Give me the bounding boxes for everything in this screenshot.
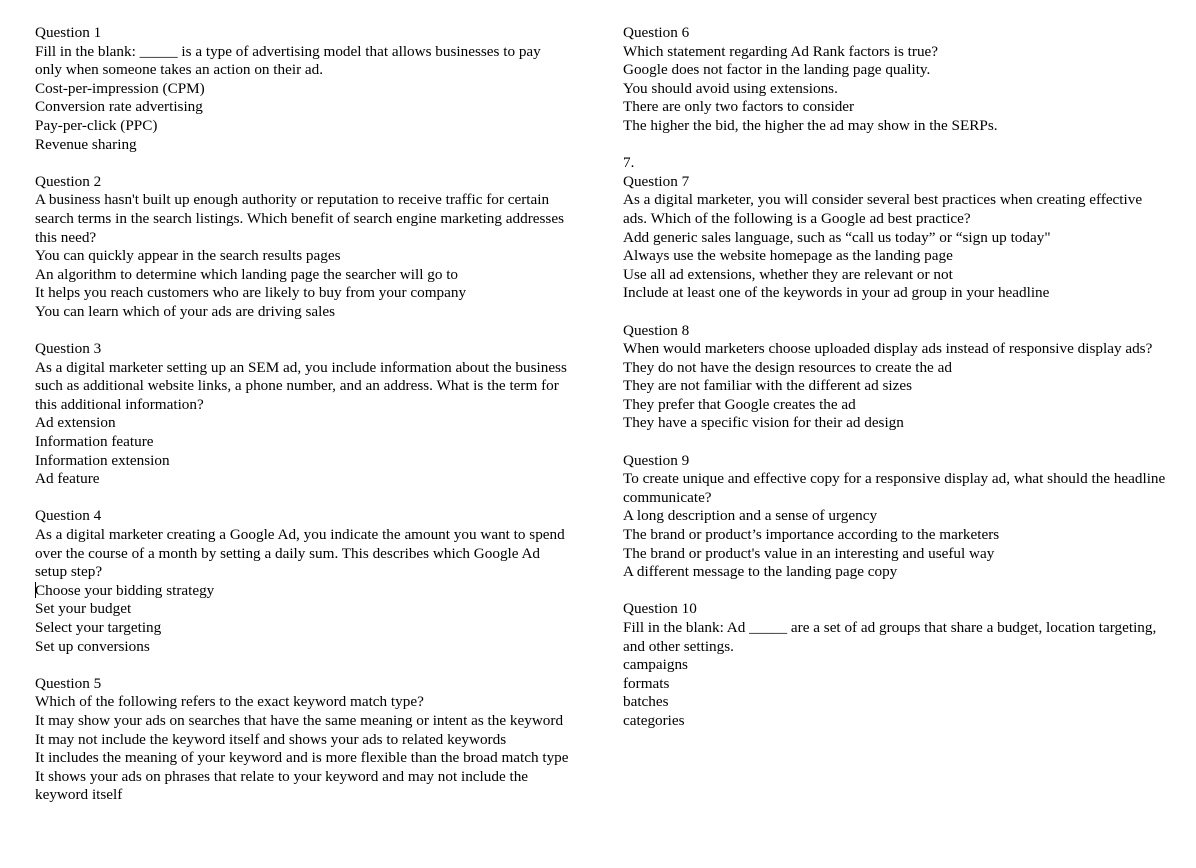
question-title: Question 2 xyxy=(35,172,102,190)
answer-option[interactable]: campaigns xyxy=(623,656,688,674)
question-prompt: As a digital marketer setting up an SEM ad, you include information about the business such as additional website links, a phone number, and an address. What is the term for this additional information? xyxy=(35,358,567,413)
answer-option[interactable]: It helps you reach customers who are likely to buy from your company xyxy=(35,284,467,302)
answer-option-with-caret[interactable] xyxy=(35,582,570,601)
question-4 xyxy=(35,507,570,656)
question-prompt: A business hasn't built up enough authority or reputation to receive traffic for certain search terms in the search listings. Which benefit of search engine marketing addresses this need? xyxy=(35,191,564,246)
answer-option[interactable]: They are not familiar with the different ad sizes xyxy=(623,377,913,395)
answer-option[interactable]: Ad extension xyxy=(35,414,116,432)
question-prompt: Fill in the blank: _____ is a type of advertising model that allows businesses to pay only when someone takes an action on their ad. xyxy=(35,42,541,79)
answer-option[interactable]: It may show your ads on searches that have the same meaning or intent as the keyword xyxy=(35,711,564,729)
answer-option[interactable]: Include at least one of the keywords in your ad group in your headline xyxy=(623,284,1050,302)
answer-option[interactable]: Google does not factor in the landing page quality. xyxy=(623,61,931,79)
answer-option[interactable]: You should avoid using extensions. xyxy=(623,79,838,97)
question-number-prefix: 7. xyxy=(623,154,635,172)
question-prompt: As a digital marketer, you will consider several best practices when creating effective ads. Which of the following is a Google ad best practice? xyxy=(623,191,1143,227)
question-title: Question 9 xyxy=(623,451,690,469)
answer-option[interactable]: categories xyxy=(623,711,685,729)
question-prompt: When would marketers choose uploaded display ads instead of responsive display ads? xyxy=(623,340,1153,358)
question-8 xyxy=(623,322,1168,434)
left-column xyxy=(35,24,570,824)
question-9 xyxy=(623,452,1168,582)
answer-option[interactable]: Pay-per-click (PPC) xyxy=(35,116,158,134)
answer-option[interactable]: They have a specific vision for their ad design xyxy=(623,414,904,432)
answer-option[interactable]: Set your budget xyxy=(35,600,132,618)
question-6 xyxy=(623,24,1168,136)
answer-option[interactable]: They do not have the design resources to create the ad xyxy=(623,358,952,376)
answer-option[interactable]: Add generic sales language, such as “call us today” or “sign up today" xyxy=(623,228,1051,246)
question-1 xyxy=(35,24,570,154)
answer-option[interactable]: batches xyxy=(623,693,669,711)
question-title: Question 8 xyxy=(623,321,690,339)
answer-option[interactable]: Always use the website homepage as the landing page xyxy=(623,247,953,265)
question-prompt: As a digital marketer creating a Google Ad, you indicate the amount you want to spend over the course of a month by setting a daily sum. This describes which Google Ad setup step? xyxy=(35,526,565,581)
answer-option[interactable]: It shows your ads on phrases that relate to your keyword and may not include the keyword itself xyxy=(35,767,529,804)
question-title: Question 10 xyxy=(623,600,697,618)
answer-option[interactable]: The brand or product's value in an interesting and useful way xyxy=(623,544,995,562)
question-10 xyxy=(623,600,1168,730)
question-prompt: Which statement regarding Ad Rank factors is true? xyxy=(623,42,939,60)
answer-option[interactable]: There are only two factors to consider xyxy=(623,98,855,116)
answer-option[interactable]: It may not include the keyword itself and shows your ads to related keywords xyxy=(35,730,507,748)
answer-option[interactable]: You can learn which of your ads are driving sales xyxy=(35,302,336,320)
answer-option[interactable]: An algorithm to determine which landing page the searcher will go to xyxy=(35,265,459,283)
question-title: Question 3 xyxy=(35,340,102,358)
question-7 xyxy=(623,154,1168,303)
question-title: Question 6 xyxy=(623,24,690,41)
answer-option[interactable]: Set up conversions xyxy=(35,637,150,655)
answer-option[interactable]: Information extension xyxy=(35,451,170,469)
question-prompt: Which of the following refers to the exact keyword match type? xyxy=(35,693,424,711)
question-title: Question 7 xyxy=(623,172,690,190)
answer-option[interactable]: A long description and a sense of urgency xyxy=(623,507,878,525)
answer-option[interactable]: The higher the bid, the higher the ad may show in the SERPs. xyxy=(623,116,998,134)
answer-option[interactable]: A different message to the landing page copy xyxy=(623,563,898,581)
answer-option[interactable]: Select your targeting xyxy=(35,619,162,636)
answer-option[interactable]: Information feature xyxy=(35,433,154,451)
answer-option[interactable]: Use all ad extensions, whether they are relevant or not xyxy=(623,265,953,283)
answer-option[interactable]: Cost-per-impression (CPM) xyxy=(35,79,205,97)
question-5 xyxy=(35,675,570,805)
question-prompt: To create unique and effective copy for a responsive display ad, what should the headline communicate? xyxy=(623,470,1166,506)
question-title: Question 1 xyxy=(35,24,102,41)
question-2 xyxy=(35,173,570,322)
answer-option[interactable]: formats xyxy=(623,674,670,692)
answer-option[interactable]: Ad feature xyxy=(35,470,100,488)
answer-option[interactable]: It includes the meaning of your keyword and is more flexible than the broad match type xyxy=(35,749,569,767)
answer-option[interactable]: Conversion rate advertising xyxy=(35,98,203,116)
question-prompt: Fill in the blank: Ad _____ are a set of ad groups that share a budget, location targeting, and other settings. xyxy=(623,619,1157,655)
question-title: Question 4 xyxy=(35,507,102,525)
answer-option[interactable]: The brand or product’s importance according to the marketers xyxy=(623,526,1000,544)
right-column xyxy=(623,24,1168,749)
answer-option[interactable]: Revenue sharing xyxy=(35,135,137,153)
answer-option[interactable]: You can quickly appear in the search results pages xyxy=(35,247,341,265)
answer-option[interactable]: They prefer that Google creates the ad xyxy=(623,395,856,413)
answer-option-text: Choose your bidding strategy xyxy=(35,581,215,599)
question-3 xyxy=(35,340,570,489)
question-title: Question 5 xyxy=(35,674,102,692)
